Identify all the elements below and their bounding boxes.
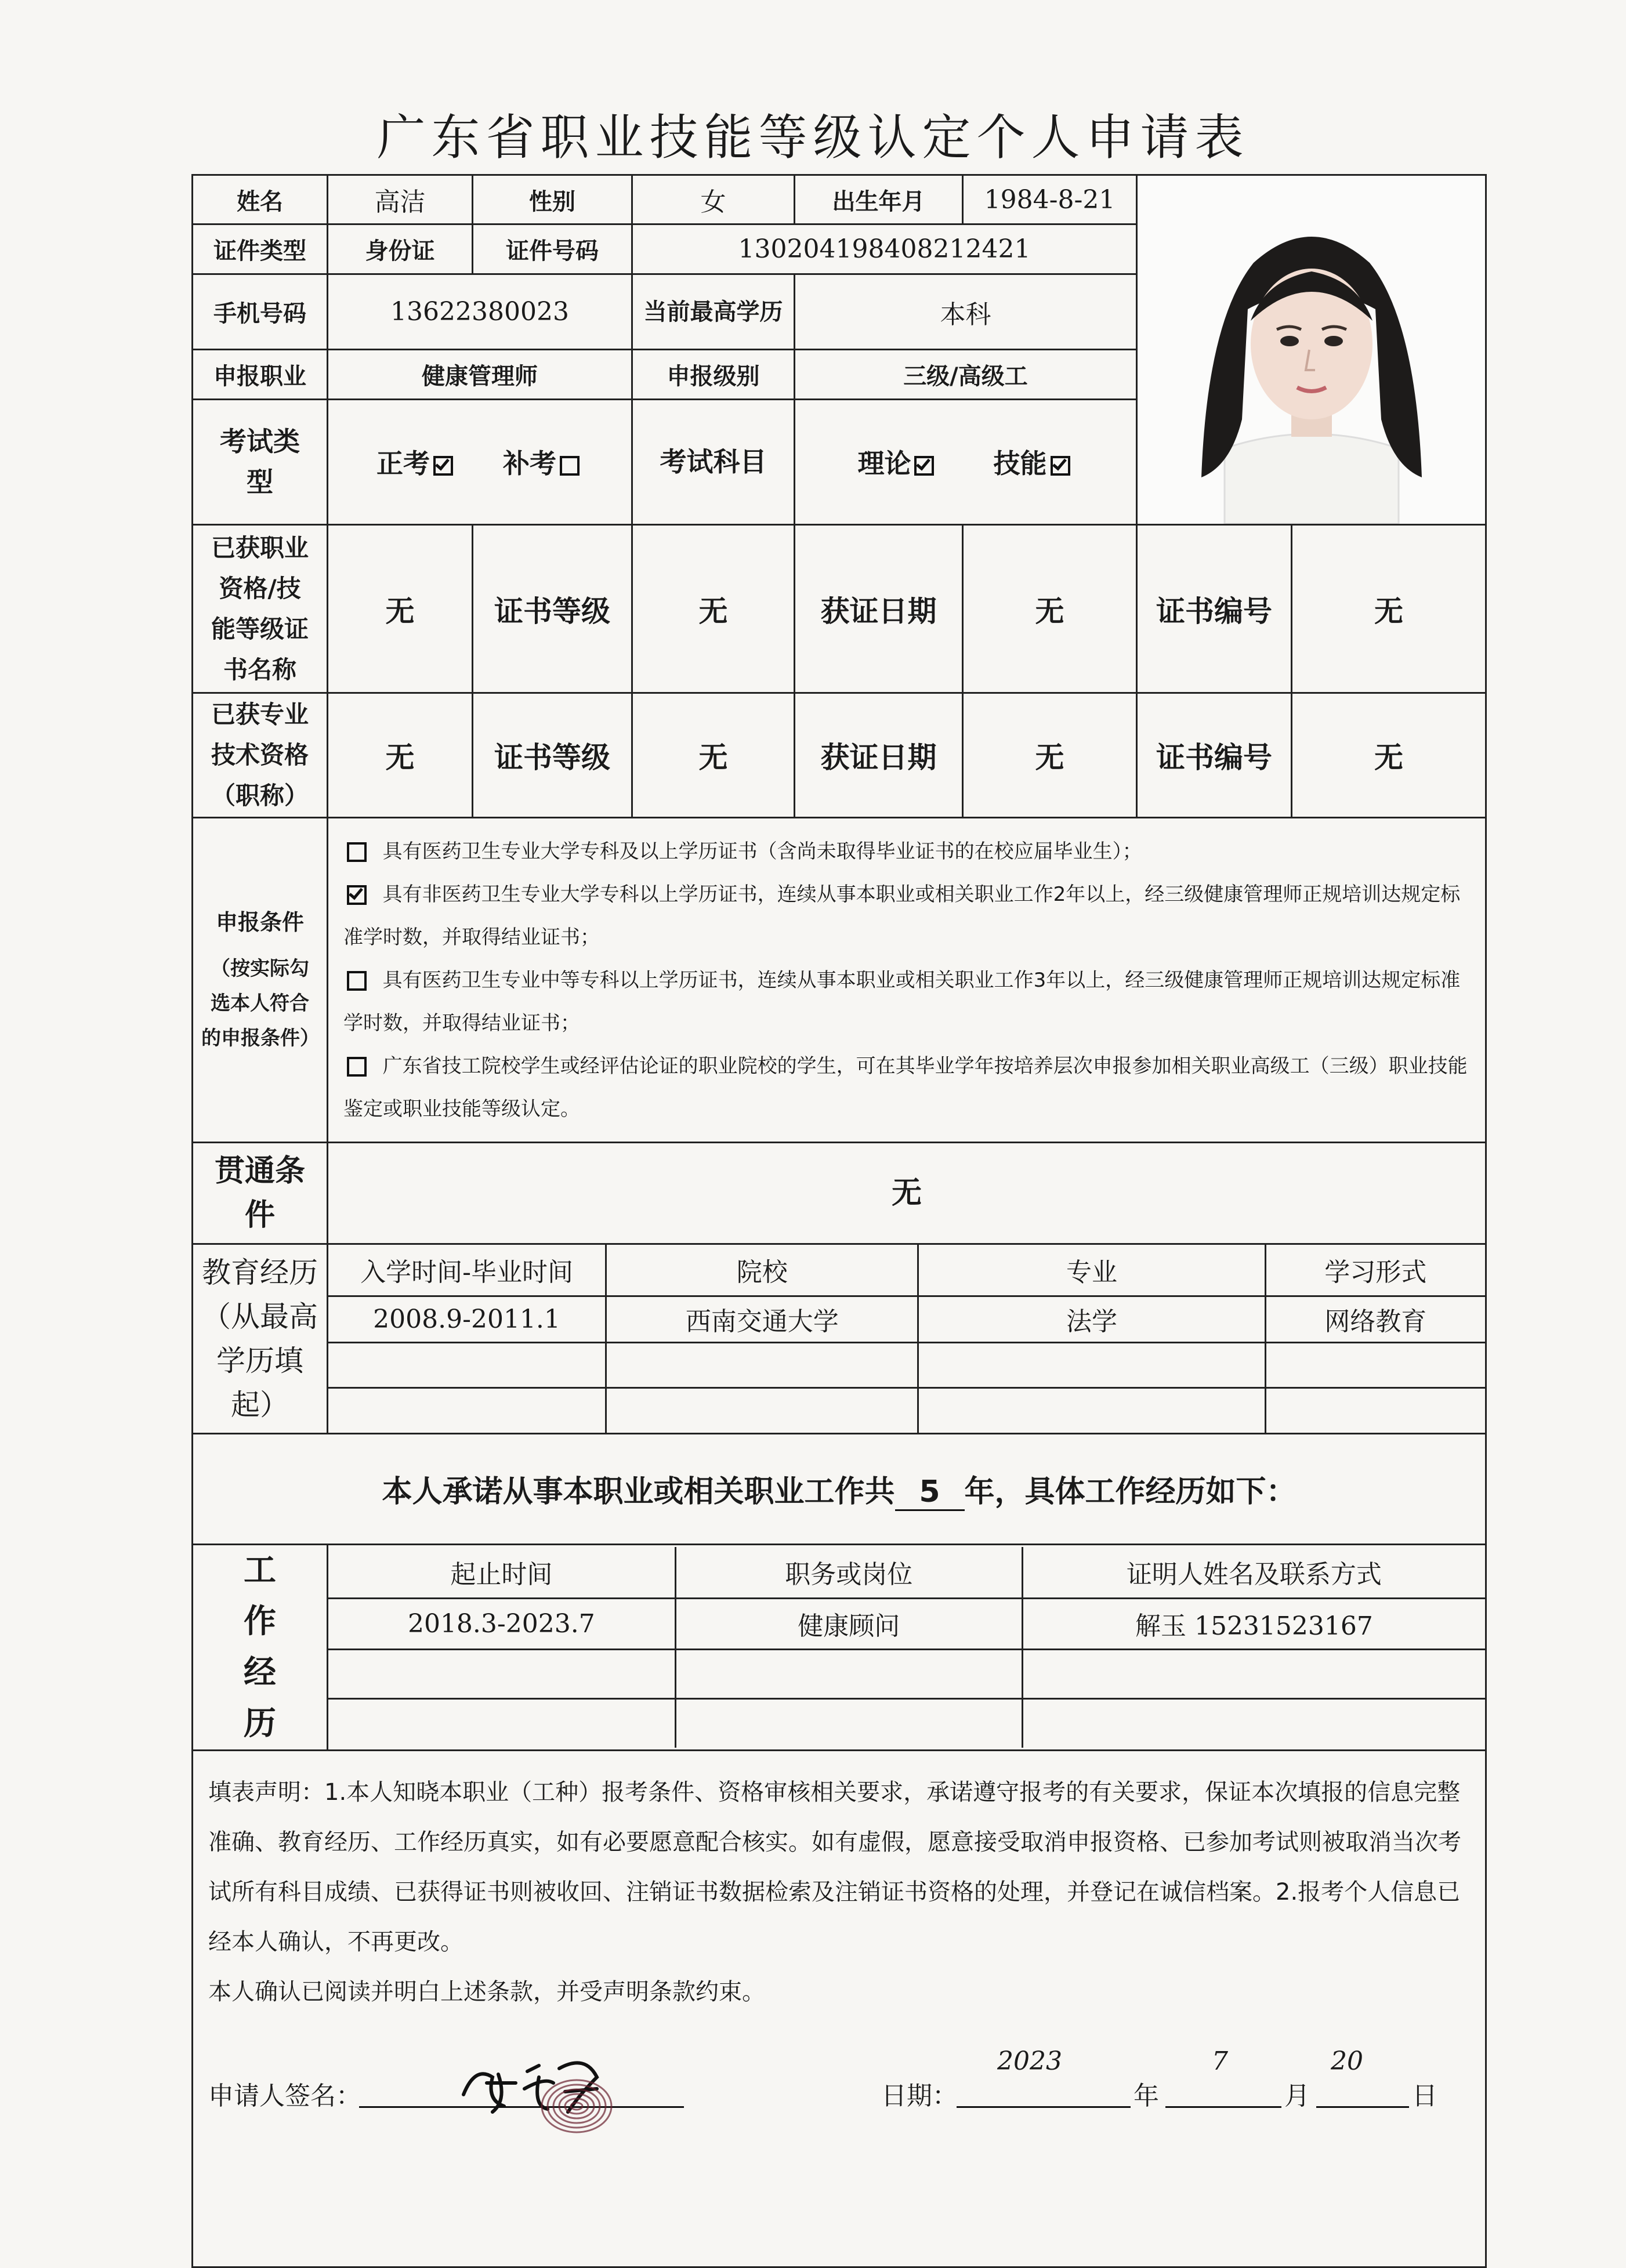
education-header: 学习形式 <box>1265 1245 1485 1296</box>
table-row <box>328 1296 1485 1342</box>
work-table <box>328 1547 1485 1748</box>
work-cell <box>675 1649 1022 1698</box>
month-value: 7 <box>1212 2046 1228 2076</box>
cert1-no: 无 <box>1292 525 1486 693</box>
condition-checkbox[interactable] <box>347 1057 367 1077</box>
cert2-grade-label: 证书等级 <box>473 693 632 818</box>
conditions-note: （按实际勾选本人符合的申报条件） <box>201 957 320 1050</box>
declaration-cell <box>193 1751 1486 2267</box>
conditions-label: 申报条件 <box>215 909 304 935</box>
condition-text: 具有医药卫生专业中等专科以上学历证书，连续从事本职业或相关职业工作3年以上，经三级健康管理师正规培训达规定标准学时数，并取得结业证书； <box>343 968 1461 1035</box>
birth-label: 出生年月 <box>795 175 963 224</box>
work-cell: 健康顾问 <box>675 1598 1022 1649</box>
education-label: 教育经历（从最高学历填起） <box>193 1244 328 1434</box>
month-unit: 月 <box>1284 2081 1310 2111</box>
exam-type-label: 考试类型 <box>193 399 328 524</box>
makeup-exam-checkbox[interactable] <box>560 456 580 476</box>
condition-item[interactable] <box>343 830 1470 873</box>
commitment-years: 5 <box>895 1474 965 1511</box>
cert1-grade: 无 <box>632 525 795 693</box>
work-cell <box>675 1698 1022 1748</box>
education-cell <box>1265 1342 1485 1387</box>
cert1-label: 已获职业资格/技能等级证书名称 <box>193 525 328 693</box>
exam-subject-options <box>795 399 1137 524</box>
gender-value: 女 <box>632 175 795 224</box>
application-form <box>191 174 1487 2268</box>
year-value: 2023 <box>997 2046 1062 2076</box>
work-label: 工作经历 <box>193 1545 328 1751</box>
work-cell <box>328 1649 675 1698</box>
condition-item[interactable] <box>343 873 1470 959</box>
theory-checkbox[interactable] <box>914 456 934 476</box>
education-cell <box>606 1342 918 1387</box>
skill-option[interactable] <box>994 448 1074 479</box>
condition-checkbox[interactable] <box>347 971 367 991</box>
cert1-name: 无 <box>328 525 473 693</box>
through-label: 贯通条件 <box>193 1143 328 1244</box>
regular-exam-option[interactable] <box>376 448 466 479</box>
year-unit: 年 <box>1134 2081 1159 2111</box>
occupation-value: 健康管理师 <box>328 350 632 399</box>
theory-label: 理论 <box>857 448 911 480</box>
table-row <box>328 1598 1485 1649</box>
phone-value: 13622380023 <box>328 274 632 350</box>
regular-exam-label: 正考 <box>376 448 430 480</box>
exam-type-options <box>328 399 632 524</box>
work-cell <box>1022 1649 1485 1698</box>
condition-item[interactable] <box>343 1045 1470 1131</box>
portrait-image <box>1138 176 1485 524</box>
skill-checkbox[interactable] <box>1051 456 1070 476</box>
day-line[interactable] <box>1316 2106 1409 2108</box>
table-row <box>328 1698 1485 1748</box>
applicant-photo <box>1138 176 1485 524</box>
makeup-exam-label: 补考 <box>503 448 557 480</box>
education-cell: 2008.9-2011.1 <box>328 1296 606 1342</box>
commitment-suffix: 年，具体工作经历如下： <box>964 1474 1297 1509</box>
commitment-prefix: 本人承诺从事本职业或相关职业工作共 <box>382 1474 895 1509</box>
exam-subject-label: 考试科目 <box>632 399 795 524</box>
theory-option[interactable] <box>857 448 947 479</box>
work-table-cell <box>328 1545 1486 1751</box>
education-cell: 法学 <box>918 1296 1265 1342</box>
photo-cell <box>1137 175 1486 525</box>
date-label: 日期： <box>881 2081 958 2111</box>
condition-checkbox[interactable] <box>347 885 367 905</box>
condition-text: 广东省技工院校学生或经评估论证的职业院校的学生，可在其毕业学年按培养层次申报参加相关职业高级工（三级）职业技能鉴定或职业技能等级认定。 <box>343 1054 1468 1121</box>
table-row <box>328 1342 1485 1387</box>
declaration-confirm: 本人确认已阅读并明白上述条款，并受声明条款约束。 <box>208 1979 765 2005</box>
education-cell <box>1265 1387 1485 1433</box>
education-table-cell <box>328 1244 1486 1434</box>
through-value: 无 <box>328 1143 1486 1244</box>
id-no-label: 证件号码 <box>473 224 632 274</box>
fingerprint-icon <box>533 2066 620 2135</box>
education-table <box>328 1245 1485 1433</box>
education-header: 院校 <box>606 1245 918 1296</box>
conditions-label-cell <box>193 818 328 1143</box>
name-label: 姓名 <box>193 175 328 224</box>
level-value: 三级/高级工 <box>795 350 1137 399</box>
work-header: 起止时间 <box>328 1547 675 1598</box>
cert1-date: 无 <box>963 525 1137 693</box>
cert2-name: 无 <box>328 693 473 818</box>
birth-value: 1984-8-21 <box>963 175 1137 224</box>
cert1-no-label: 证书编号 <box>1137 525 1292 693</box>
cert2-no-label: 证书编号 <box>1137 693 1292 818</box>
work-cell <box>328 1698 675 1748</box>
education-header: 入学时间-毕业时间 <box>328 1245 606 1296</box>
condition-item[interactable] <box>343 959 1470 1045</box>
signature-row <box>208 2031 1470 2118</box>
education-cell <box>328 1342 606 1387</box>
work-cell <box>1022 1698 1485 1748</box>
cert1-grade-label: 证书等级 <box>473 525 632 693</box>
work-header: 职务或岗位 <box>675 1547 1022 1598</box>
cert2-label: 已获专业技术资格（职称） <box>193 693 328 818</box>
day-unit: 日 <box>1412 2081 1437 2111</box>
condition-checkbox[interactable] <box>347 842 367 862</box>
cert1-date-label: 获证日期 <box>795 525 963 693</box>
phone-label: 手机号码 <box>193 274 328 350</box>
education-cell <box>918 1342 1265 1387</box>
table-row <box>328 1387 1485 1433</box>
education-cell: 网络教育 <box>1265 1296 1485 1342</box>
cert2-date: 无 <box>963 693 1137 818</box>
work-cell: 2018.3-2023.7 <box>328 1598 675 1649</box>
cert2-grade: 无 <box>632 693 795 818</box>
work-header: 证明人姓名及联系方式 <box>1022 1547 1485 1598</box>
form-title: 广东省职业技能等级认定个人申请表 <box>376 109 1250 166</box>
education-cell: 西南交通大学 <box>606 1296 918 1342</box>
id-type-label: 证件类型 <box>193 224 328 274</box>
year-line[interactable] <box>957 2106 1131 2108</box>
work-cell: 解玉 15231523167 <box>1022 1598 1485 1649</box>
signature-label: 申请人签名： <box>208 2081 361 2111</box>
name-value: 高洁 <box>328 175 473 224</box>
condition-text: 具有医药卫生专业大学专科及以上学历证书（含尚未取得毕业证书的在校应届毕业生）； <box>382 839 1142 863</box>
makeup-exam-option[interactable] <box>503 448 583 479</box>
id-no-value: 130204198408212421 <box>632 224 1137 274</box>
education-cell <box>606 1387 918 1433</box>
declaration-text: 填表声明：1.本人知晓本职业（工种）报考条件、资格审核相关要求，承诺遵守报考的有关要求，保证本次填报的信息完整准确、教育经历、工作经历真实，如有必要愿意配合核实。如有虚假，愿意接受取消申报资格、已参加考试则被取消当次考试所有科目成绩、已获得证书则被收回、注销证书数据检索及注销证书资格的处理，并登记在诚信档案。2.报考个人信息已经本人确认，不再更改。 <box>208 1779 1461 1955</box>
month-line[interactable] <box>1165 2106 1281 2108</box>
education-cell <box>918 1387 1265 1433</box>
occupation-label: 申报职业 <box>193 350 328 399</box>
id-type-value: 身份证 <box>328 224 473 274</box>
education-cell <box>328 1387 606 1433</box>
skill-label: 技能 <box>993 448 1047 480</box>
edu-label: 当前最高学历 <box>632 274 795 350</box>
conditions-list <box>328 818 1486 1143</box>
commitment-line <box>193 1434 1486 1545</box>
regular-exam-checkbox[interactable] <box>433 456 453 476</box>
education-header: 专业 <box>918 1245 1265 1296</box>
edu-value: 本科 <box>795 274 1137 350</box>
condition-text: 具有非医药卫生专业大学专科以上学历证书，连续从事本职业或相关职业工作2年以上，经三级健康管理师正规培训达规定标准学时数，并取得结业证书； <box>343 882 1461 949</box>
level-label: 申报级别 <box>632 350 795 399</box>
cert2-date-label: 获证日期 <box>795 693 963 818</box>
gender-label: 性别 <box>473 175 632 224</box>
cert2-no: 无 <box>1292 693 1486 818</box>
day-value: 20 <box>1331 2046 1363 2076</box>
table-row <box>328 1649 1485 1698</box>
